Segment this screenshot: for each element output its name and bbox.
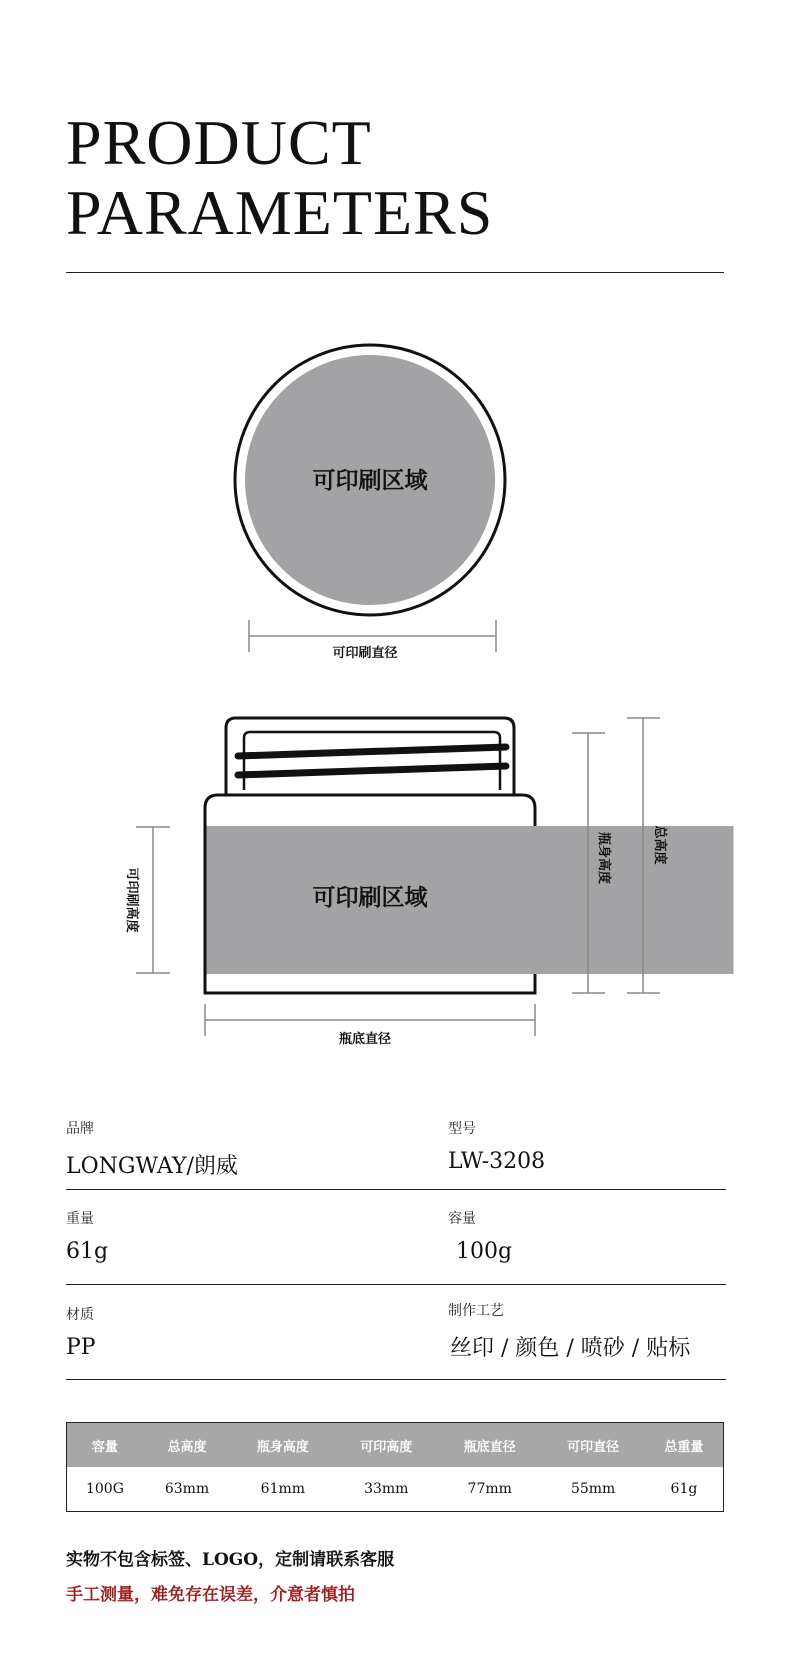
top-print-area-label: 可印刷区域 — [312, 467, 428, 494]
table-header: 容量 — [67, 1423, 143, 1468]
brand-label: 品牌 — [66, 1121, 94, 1137]
table-cell: 55mm — [570, 1481, 616, 1497]
table-header: 总高度 — [143, 1423, 231, 1468]
table-cell: 33mm — [364, 1481, 409, 1497]
disclaimer-note: 实物不包含标签、LOGO，定制请联系客服 — [66, 1550, 395, 1570]
capacity-value: 100g — [456, 1239, 513, 1264]
weight-value: 61g — [66, 1239, 109, 1264]
title-line-1: PRODUCT — [66, 107, 372, 178]
model-label: 型号 — [448, 1121, 476, 1137]
table-header: 总重量 — [645, 1423, 724, 1468]
measurement-warning: 手工测量，难免存在误差，介意者慎拍 — [66, 1585, 355, 1605]
table-header: 可印高度 — [335, 1423, 438, 1468]
table-cell: 100G — [85, 1481, 124, 1497]
spec-divider-2 — [66, 1284, 726, 1285]
table-cell: 63mm — [164, 1481, 210, 1497]
spec-divider-3 — [66, 1379, 726, 1380]
title-line-2: PARAMETERS — [66, 177, 494, 248]
table-cell: 61g — [670, 1481, 698, 1497]
table-header: 瓶底直径 — [438, 1423, 541, 1468]
spec-divider-1 — [66, 1189, 726, 1190]
table-cell: 61mm — [260, 1481, 306, 1497]
table-cell: 77mm — [467, 1481, 512, 1497]
weight-label: 重量 — [66, 1211, 94, 1227]
process-value: 丝印 / 颜色 / 喷砂 / 贴标 — [450, 1336, 691, 1361]
dimensions-table — [66, 1422, 724, 1512]
process-label: 制作工艺 — [448, 1303, 504, 1319]
side-print-area-label: 可印刷区域 — [312, 884, 428, 911]
print-height-label: 可印刷高度 — [124, 867, 139, 933]
body-height-label: 瓶身高度 — [596, 831, 611, 885]
cap-thread-2 — [238, 766, 506, 775]
brand-value: LONGWAY/朗威 — [66, 1154, 238, 1179]
base-diameter-label: 瓶底直径 — [338, 1032, 392, 1047]
table-header: 瓶身高度 — [231, 1423, 334, 1468]
material-label: 材质 — [66, 1307, 94, 1323]
table-header-row — [67, 1423, 724, 1468]
capacity-label: 容量 — [448, 1211, 476, 1227]
model-value: LW-3208 — [448, 1149, 546, 1174]
total-height-label: 总高度 — [652, 825, 667, 865]
material-value: PP — [66, 1335, 96, 1360]
cap-inner — [244, 732, 500, 790]
table-header: 可印直径 — [541, 1423, 644, 1468]
cap-thread-1 — [238, 747, 506, 756]
table-row — [67, 1467, 724, 1512]
top-diameter-label: 可印刷直径 — [332, 646, 398, 661]
